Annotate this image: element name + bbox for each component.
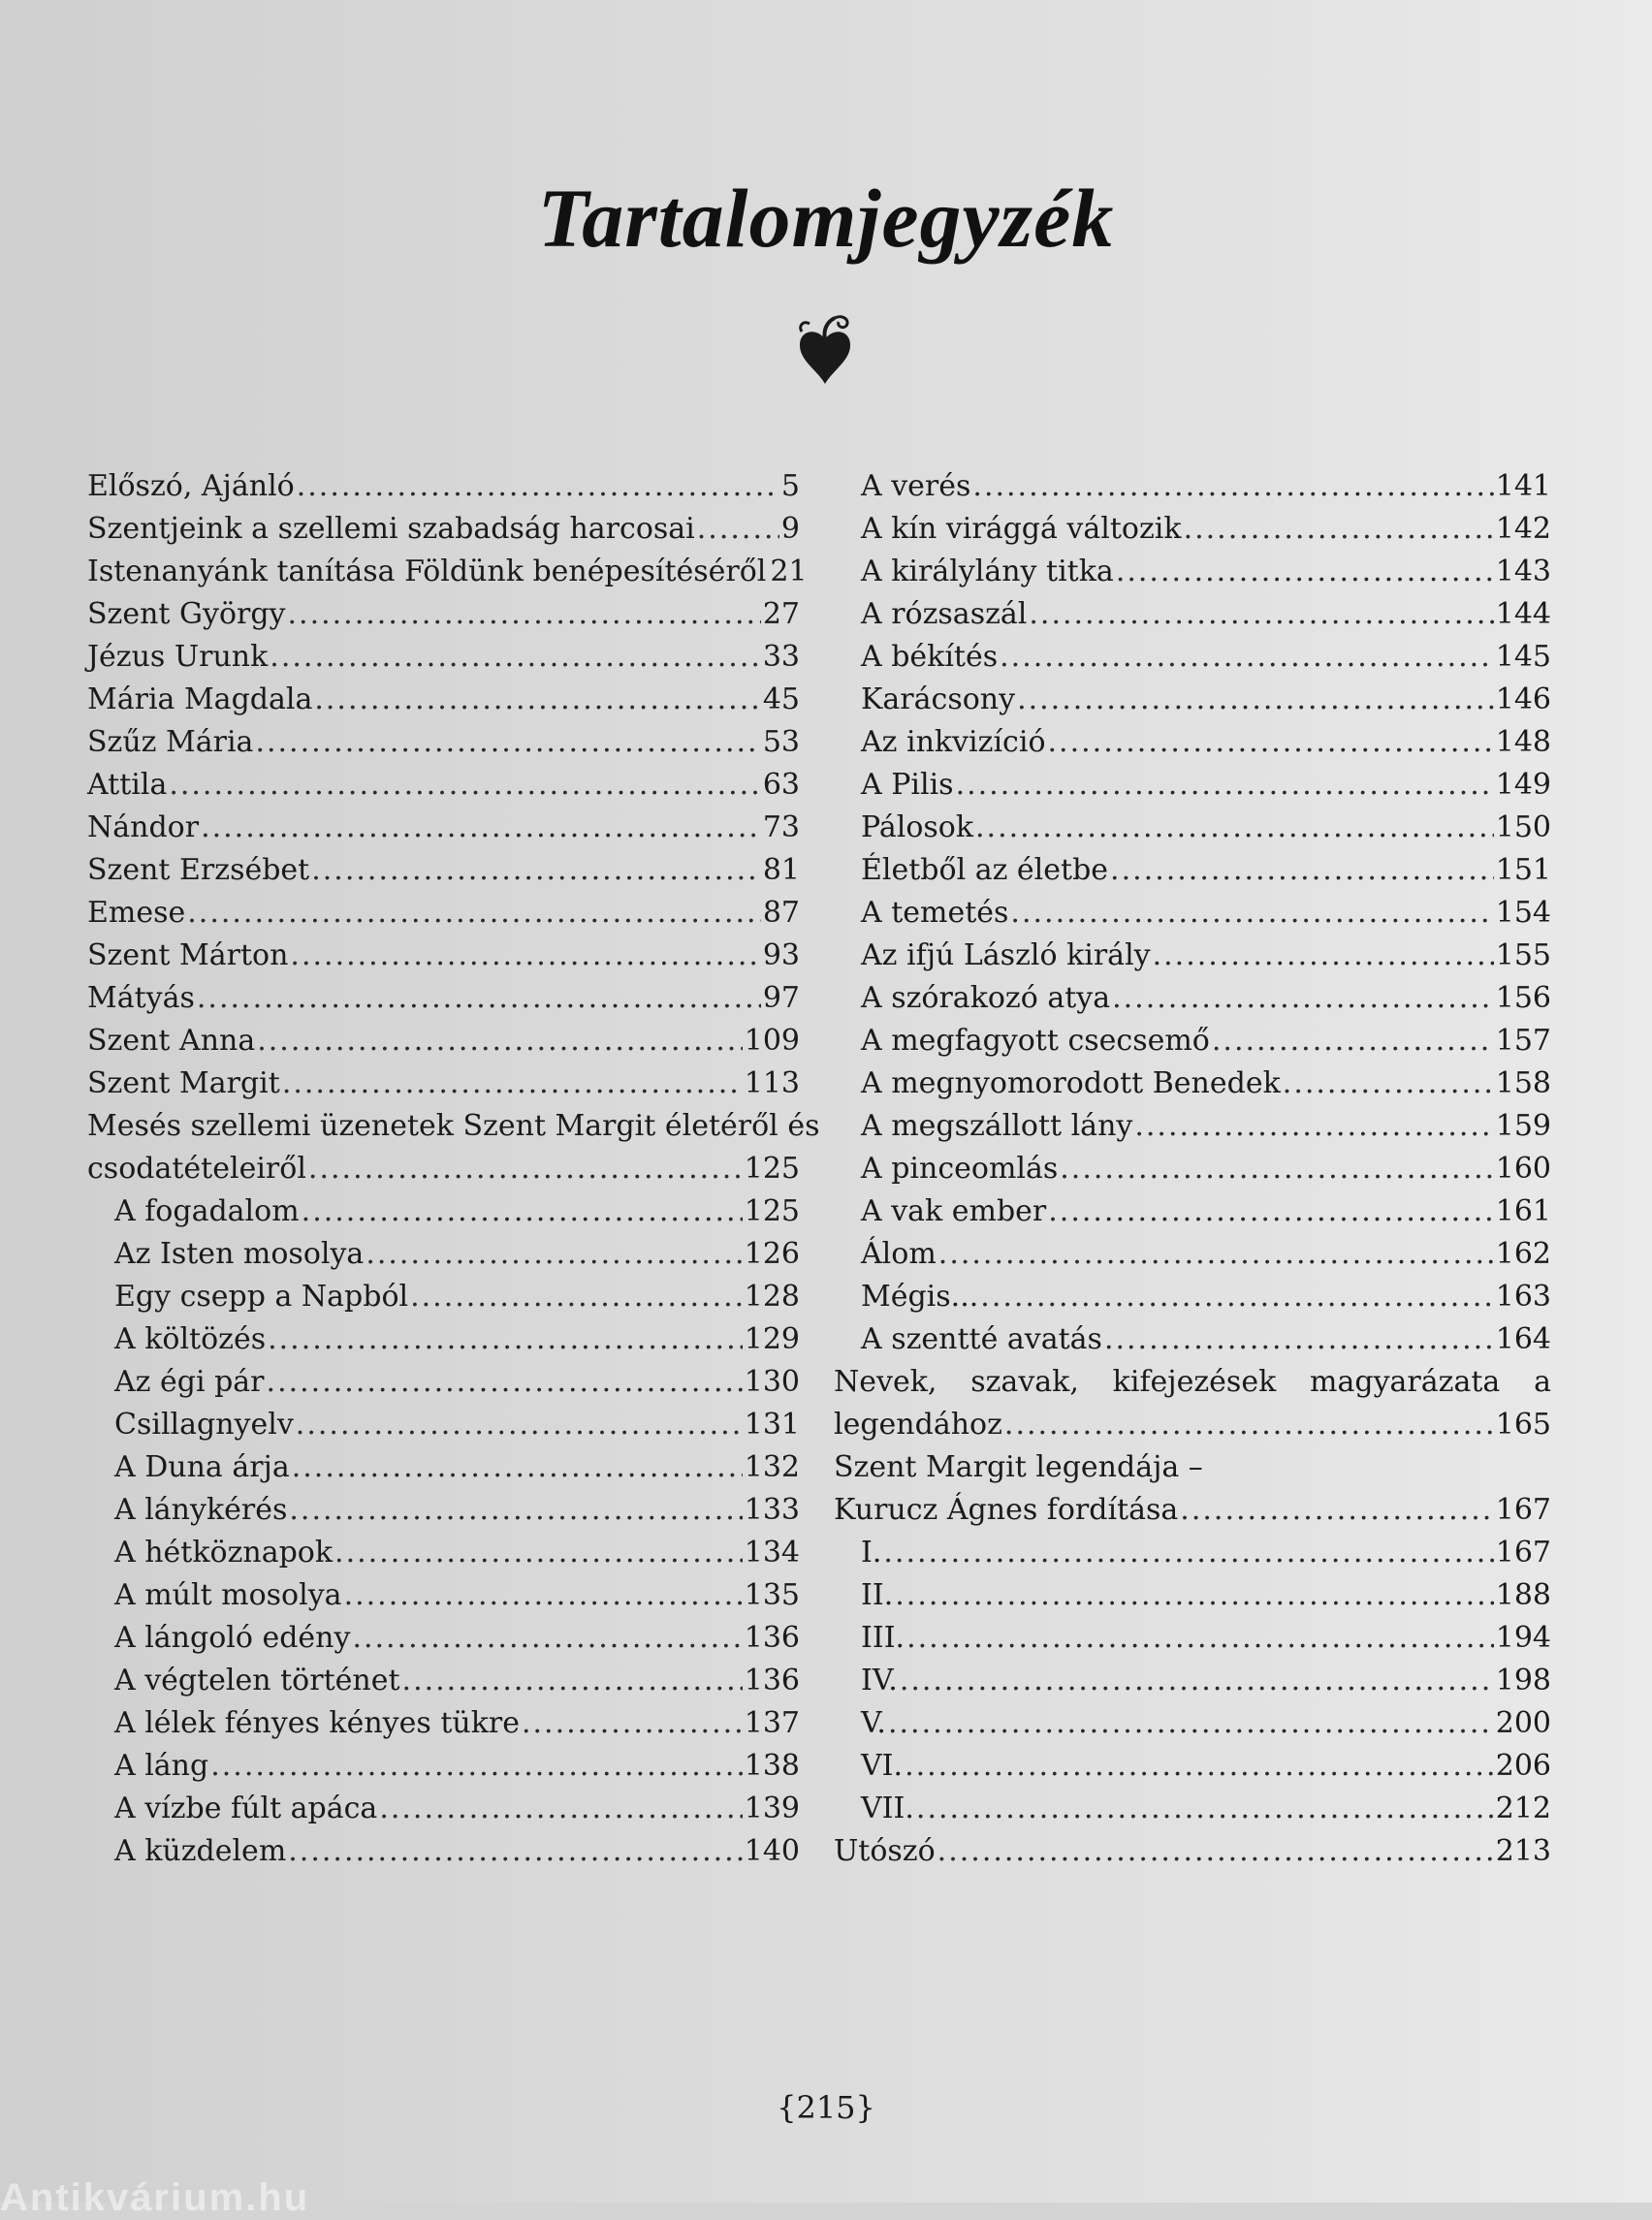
toc-entry-title: A megfagyott csecsemő [861, 1024, 1210, 1058]
toc-entry-page: 140 [744, 1834, 800, 1868]
toc-entry-title: Emese [87, 896, 186, 930]
toc-entry-title: A királylány titka [861, 555, 1114, 588]
toc-entry-page: 150 [1495, 810, 1551, 844]
dot-leader [288, 1830, 742, 1873]
toc-entry-title: Szent Anna [87, 1024, 256, 1058]
toc-entry-page: 130 [744, 1365, 800, 1399]
toc-entry-title: A végtelen történet [114, 1664, 400, 1697]
toc-entry [834, 1276, 1551, 1318]
toc-entry-page: 113 [744, 1066, 800, 1100]
toc-entry-title: VI. [861, 1749, 904, 1783]
dot-leader [1060, 1148, 1493, 1190]
toc-entry [87, 892, 800, 935]
toc-entry [87, 1660, 800, 1702]
toc-entry [87, 636, 800, 679]
toc-entry-page: 194 [1495, 1621, 1551, 1655]
toc-entry [87, 1361, 800, 1404]
toc-entry [834, 508, 1551, 551]
dot-leader [292, 1446, 743, 1489]
toc-entry-title: I. [861, 1536, 882, 1570]
toc-entry [87, 593, 800, 636]
toc-entry-page: 164 [1495, 1322, 1551, 1356]
toc-entry [87, 1617, 800, 1660]
toc-entry-page: 73 [762, 810, 800, 844]
toc-entry [834, 1190, 1551, 1233]
toc-entry-title: Szentjeink a szellemi szabadság harcosai [87, 512, 695, 546]
dot-leader [1000, 636, 1494, 679]
toc-right-column [834, 465, 1551, 1873]
dot-leader [1004, 1404, 1494, 1446]
dot-leader [975, 807, 1494, 849]
toc-entry-title: A hétköznapok [114, 1536, 334, 1570]
watermark: Antikvárium.hu [0, 2176, 310, 2219]
toc-entry [87, 1190, 800, 1233]
page-title: Tartalomjegyzék [537, 172, 1115, 265]
toc-entry-title: Csillagnyelv [114, 1408, 294, 1442]
toc-entry-page: 138 [744, 1749, 800, 1783]
dot-leader [288, 593, 761, 636]
heart-ornament-icon [790, 310, 860, 388]
toc-entry-title: Az ifjú László király [861, 938, 1151, 972]
dot-leader [289, 1489, 742, 1532]
toc-entry-title: A láng [114, 1749, 209, 1783]
dot-leader [255, 721, 760, 764]
dot-leader [297, 465, 779, 508]
toc-entry-page: 53 [762, 725, 800, 759]
dot-leader [937, 1830, 1494, 1873]
dot-leader [697, 508, 779, 551]
toc-entry [87, 1788, 800, 1830]
toc-entry-title: Attila [87, 768, 168, 802]
toc-entry [87, 1148, 800, 1190]
toc-entry-title: A pinceomlás [861, 1152, 1059, 1186]
toc-entry-page: 149 [1495, 768, 1551, 802]
toc-entry [834, 1404, 1551, 1446]
toc-entry-page: 125 [744, 1152, 800, 1186]
toc-entry-title: A békítés [861, 640, 999, 674]
toc-entry-title: Egy csepp a Napból [114, 1280, 409, 1314]
toc-entry-title: A megnyomorodott Benedek [861, 1066, 1281, 1100]
toc-entry [87, 1702, 800, 1745]
toc-entry-title: A küzdelem [114, 1834, 287, 1868]
toc-entry [834, 1318, 1551, 1361]
dot-leader [379, 1788, 742, 1830]
dot-leader [308, 1148, 743, 1190]
toc-entry-page: 131 [744, 1408, 800, 1442]
toc-entry [87, 849, 800, 892]
dot-leader [290, 935, 760, 977]
dot-leader [344, 1574, 743, 1617]
dot-leader [197, 977, 761, 1020]
toc-entry-page: 163 [1495, 1280, 1551, 1314]
toc-entry-page: 160 [1495, 1152, 1551, 1186]
toc-section-heading: Szent Margit legendája – [834, 1450, 1203, 1484]
dot-leader [257, 1020, 743, 1062]
toc-entry [834, 1532, 1551, 1574]
toc-entry-title: Mária Magdala [87, 682, 313, 716]
dot-leader [1283, 1062, 1494, 1105]
dot-leader [201, 807, 761, 849]
dot-leader [210, 1745, 743, 1788]
toc-entry-page: 143 [1495, 555, 1551, 588]
toc-entry-page: 154 [1495, 896, 1551, 930]
toc-entry-title: A lángoló edény [114, 1621, 351, 1655]
dot-leader [522, 1702, 743, 1745]
toc-section-heading: Nevek, szavak, kifejezések magyarázata a [834, 1365, 1551, 1399]
toc-entry [834, 1489, 1551, 1532]
toc-entry [87, 1532, 800, 1574]
toc-entry-page: 27 [762, 597, 800, 631]
dot-leader [956, 764, 1494, 807]
dot-leader [1116, 551, 1494, 593]
toc-entry-title: A verés [861, 469, 971, 503]
toc-entry-title: Szűz Mária [87, 725, 254, 759]
dot-leader [1010, 892, 1493, 935]
toc-entry [87, 551, 808, 593]
toc-entry-page: 45 [762, 682, 800, 716]
toc-entry-title: A szórakozó atya [861, 981, 1111, 1015]
toc-entry-title: Az égi pár [114, 1365, 265, 1399]
toc-entry-title: Utószó [834, 1834, 936, 1868]
toc-entry [87, 1062, 800, 1105]
toc-entry [834, 935, 1551, 977]
dot-leader [268, 1318, 743, 1361]
toc-entry-title: Álom [861, 1237, 937, 1271]
dot-leader [883, 1532, 1493, 1574]
toc-entry-title: III. [861, 1621, 905, 1655]
dot-leader [1029, 593, 1493, 636]
toc-entry-title: A lélek fényes kényes tükre [114, 1706, 520, 1740]
toc-entry-page: 133 [744, 1493, 800, 1527]
dot-leader [1017, 679, 1494, 721]
toc-entry-title: A kín virággá változik [861, 512, 1182, 546]
toc-entry [87, 977, 800, 1020]
dot-leader [938, 1233, 1494, 1276]
toc-entry-page: 159 [1495, 1109, 1551, 1143]
toc-entry-title: Az inkvizíció [861, 725, 1046, 759]
dot-leader [895, 1574, 1493, 1617]
toc-entry-title: legendához [834, 1408, 1002, 1442]
toc-entry [87, 1276, 800, 1318]
toc-entry-title: Pálosok [861, 810, 974, 844]
toc-entry-page: 33 [762, 640, 800, 674]
toc-entry-page: 136 [744, 1621, 800, 1655]
toc-entry-page: 213 [1495, 1834, 1551, 1868]
toc-entry-title: Életből az életbe [861, 853, 1109, 887]
toc-entry-title: A vízbe fúlt apáca [114, 1792, 378, 1825]
toc-entry-page: 144 [1495, 597, 1551, 631]
dot-leader [365, 1233, 742, 1276]
toc-entry-title: Nándor [87, 810, 200, 844]
toc-entry-title: Szent György [87, 597, 286, 631]
dot-leader [270, 636, 761, 679]
dot-leader [1104, 1318, 1494, 1361]
toc-entry-title: II. [861, 1578, 894, 1612]
dot-leader [905, 1745, 1494, 1788]
toc-entry [834, 1062, 1551, 1105]
page-number: {215} [777, 2089, 875, 2126]
toc-entry [834, 1233, 1551, 1276]
dot-leader [1184, 508, 1494, 551]
toc-entry-page: 128 [744, 1280, 800, 1314]
toc-entry-page: 151 [1495, 853, 1551, 887]
dot-leader [1112, 977, 1494, 1020]
toc-entry-page: 188 [1495, 1578, 1551, 1612]
toc-entry [87, 465, 800, 508]
toc-entry [87, 807, 800, 849]
toc-entry-page: 200 [1495, 1706, 1551, 1740]
dot-leader [900, 1660, 1494, 1702]
toc-entry-title: csodatételeiről [87, 1152, 306, 1186]
toc-entry [87, 1574, 800, 1617]
toc-entry-title: A szentté avatás [861, 1322, 1102, 1356]
dot-leader [1153, 935, 1494, 977]
dot-leader [267, 1361, 743, 1404]
toc-entry-page: 161 [1495, 1194, 1551, 1228]
toc-entry [834, 593, 1551, 636]
toc-entry-page: 145 [1495, 640, 1551, 674]
toc-entry [834, 1660, 1551, 1702]
toc-entry [834, 807, 1551, 849]
toc-entry-page: 148 [1495, 725, 1551, 759]
toc-entry-title: A temetés [861, 896, 1009, 930]
toc-entry-page: 212 [1495, 1792, 1551, 1825]
toc-entry [87, 1404, 800, 1446]
dot-leader [352, 1617, 742, 1660]
toc-entry-page: 142 [1495, 512, 1551, 546]
toc-entry-page: 9 [780, 512, 800, 546]
dot-leader [334, 1532, 743, 1574]
toc-entry [87, 508, 800, 551]
toc-entry [87, 1745, 800, 1788]
toc-entry-title: A rózsaszál [861, 597, 1028, 631]
toc-entry [87, 764, 800, 807]
toc-entry-title: Szent Margit [87, 1066, 280, 1100]
toc-entry-page: 139 [744, 1792, 800, 1825]
toc-entry-page: 141 [1495, 469, 1551, 503]
toc-entry-page: 156 [1495, 981, 1551, 1015]
toc-entry-title: A megszállott lány [861, 1109, 1133, 1143]
toc-entry [87, 1830, 800, 1873]
dot-leader [888, 1702, 1494, 1745]
toc-entry [834, 849, 1551, 892]
dot-leader [972, 465, 1493, 508]
dot-leader [906, 1617, 1494, 1660]
toc-entry [834, 977, 1551, 1020]
toc-entry-title: A vak ember [861, 1194, 1047, 1228]
toc-entry-title: A lánykérés [114, 1493, 288, 1527]
toc-entry [87, 1318, 800, 1361]
toc-entry-title: Az Isten mosolya [114, 1237, 365, 1271]
toc-entry-page: 167 [1495, 1493, 1551, 1527]
dot-leader [314, 679, 760, 721]
toc-entry-title: Istenanyánk tanítása Földünk benépesítéséről [87, 555, 767, 588]
toc-entry [834, 1702, 1551, 1745]
toc-entry-title: A múlt mosolya [114, 1578, 342, 1612]
toc-entry-page: 134 [744, 1536, 800, 1570]
dot-leader [980, 1276, 1493, 1318]
toc-entry-title: IV. [861, 1664, 898, 1697]
toc-entry [834, 636, 1551, 679]
toc-entry-page: 167 [1495, 1536, 1551, 1570]
toc-entry-page: 87 [762, 896, 800, 930]
toc-entry [87, 1489, 800, 1532]
toc-entry-page: 155 [1495, 938, 1551, 972]
toc-entry [834, 1788, 1551, 1830]
toc-entry-page: 158 [1495, 1066, 1551, 1100]
toc-entry-title: Karácsony [861, 682, 1016, 716]
toc-entry [834, 721, 1551, 764]
dot-leader [402, 1660, 743, 1702]
dot-leader [1134, 1105, 1493, 1148]
toc-entry-title: A költözés [114, 1322, 267, 1356]
toc-entry-page: 109 [744, 1024, 800, 1058]
toc-section-heading: Mesés szellemi üzenetek Szent Margit életéről és [87, 1109, 820, 1143]
toc-entry-title: Jézus Urunk [87, 640, 269, 674]
toc-entry [834, 1745, 1551, 1788]
toc-entry-page: 97 [762, 981, 800, 1015]
toc-entry [834, 1617, 1551, 1660]
toc-entry-page: 21 [770, 555, 808, 588]
toc-entry [87, 935, 800, 977]
toc-entry-page: 125 [744, 1194, 800, 1228]
toc-entry-page: 136 [744, 1664, 800, 1697]
toc-entry-page: 137 [744, 1706, 800, 1740]
toc-entry [834, 892, 1551, 935]
toc-entry [87, 721, 800, 764]
toc-entry-page: 146 [1495, 682, 1551, 716]
toc-entry [834, 1020, 1551, 1062]
dot-leader [169, 764, 760, 807]
toc-entry-title: A Pilis [861, 768, 954, 802]
toc-entry-title: Mátyás [87, 981, 195, 1015]
toc-entry-title: A Duna árja [114, 1450, 290, 1484]
toc-entry-page: 126 [744, 1237, 800, 1271]
toc-entry-page: 206 [1495, 1749, 1551, 1783]
toc-entry-title: Kurucz Ágnes fordítása [834, 1493, 1179, 1527]
toc-entry-page: 162 [1495, 1237, 1551, 1271]
dot-leader [1048, 1190, 1493, 1233]
toc-entry-page: 81 [762, 853, 800, 887]
toc-left-column [87, 465, 820, 1873]
toc-entry [834, 465, 1551, 508]
toc-entry-title: Szent Erzsébet [87, 853, 310, 887]
toc-entry [834, 1574, 1551, 1617]
toc-entry-page: 63 [762, 768, 800, 802]
toc-entry [834, 1830, 1551, 1873]
toc-entry-page: 135 [744, 1578, 800, 1612]
toc-entry [834, 1105, 1551, 1148]
toc-entry-title: VII. [861, 1792, 914, 1825]
toc-entry [834, 551, 1551, 593]
toc-entry-title: V. [861, 1706, 886, 1740]
dot-leader [311, 849, 761, 892]
dot-leader [1180, 1489, 1493, 1532]
toc-entry-page: 157 [1495, 1024, 1551, 1058]
toc-entry-page: 198 [1495, 1664, 1551, 1697]
toc-entry-title: Szent Márton [87, 938, 289, 972]
toc-entry [87, 1020, 800, 1062]
dot-leader [410, 1276, 743, 1318]
toc-entry-page: 165 [1495, 1408, 1551, 1442]
toc-entry [87, 1233, 800, 1276]
dot-leader [916, 1788, 1494, 1830]
toc-entry-title: Mégis... [861, 1280, 979, 1314]
toc-entry-title: Előszó, Ajánló [87, 469, 295, 503]
dot-leader [1048, 721, 1494, 764]
toc-entry [834, 679, 1551, 721]
dot-leader [1110, 849, 1494, 892]
toc-entry [87, 1446, 800, 1489]
toc-entry-page: 93 [762, 938, 800, 972]
dot-leader [296, 1404, 743, 1446]
dot-leader [1212, 1020, 1494, 1062]
toc-entry-title: A fogadalom [114, 1194, 300, 1228]
toc-entry [87, 679, 800, 721]
toc-entry-page: 129 [744, 1322, 800, 1356]
toc-entry [834, 1148, 1551, 1190]
toc-entry-page: 5 [780, 469, 800, 503]
toc-entry-page: 132 [744, 1450, 800, 1484]
dot-leader [187, 892, 761, 935]
dot-leader [282, 1062, 743, 1105]
toc-entry [834, 764, 1551, 807]
dot-leader [302, 1190, 743, 1233]
